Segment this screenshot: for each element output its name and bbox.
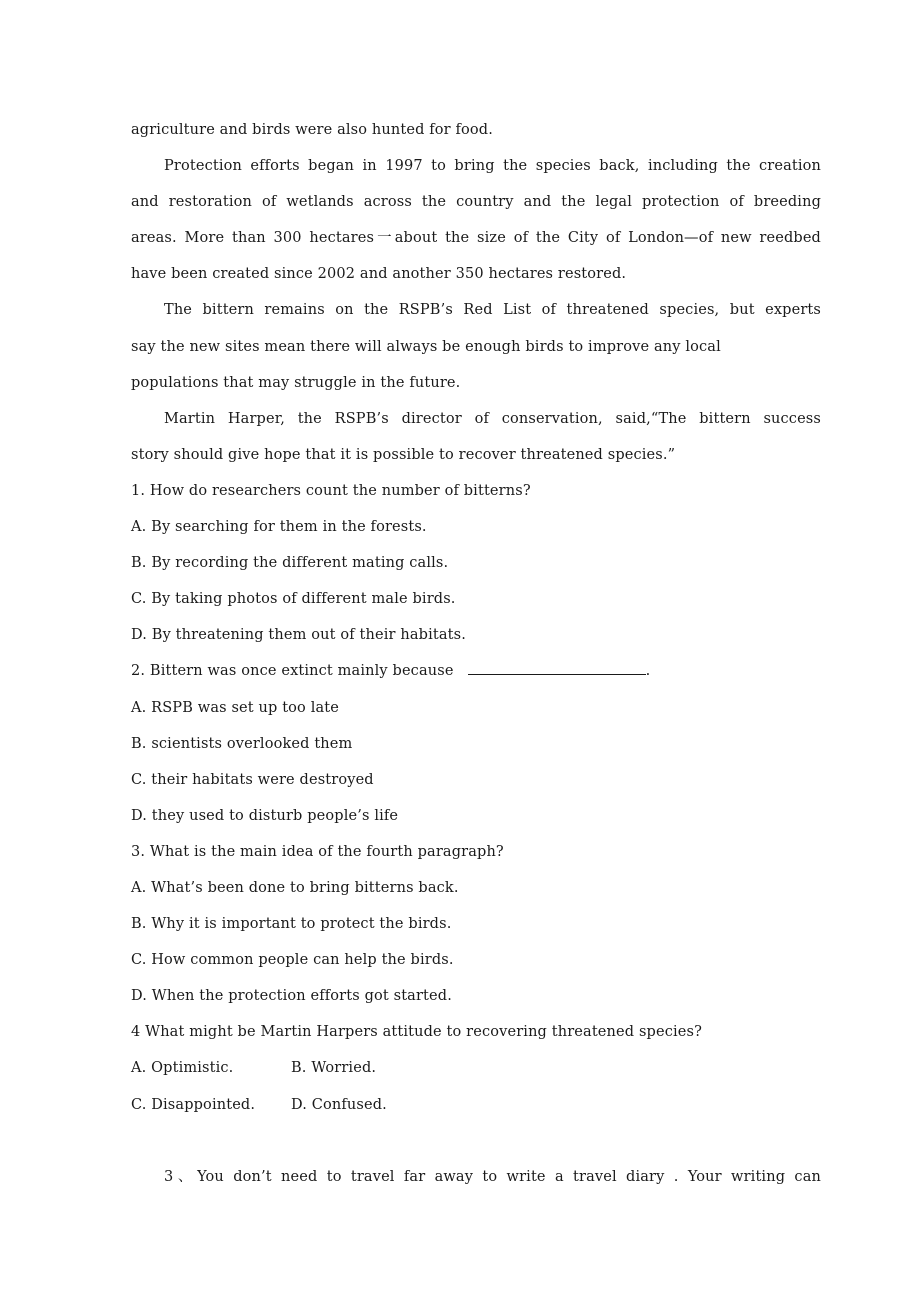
option-row (131, 1050, 821, 1086)
option-a: A. RSPB was set up too late (131, 699, 339, 716)
question-stem: 3. What is the main idea of the fourth paragraph? (131, 843, 504, 860)
question-stem: 1. How do researchers count the number of bitterns? (131, 482, 531, 499)
option-d: D. Confused. (291, 1096, 387, 1113)
option-a: A. What’s been done to bring bitterns back. (131, 879, 459, 896)
passage-paragraph-quote (131, 401, 821, 473)
question-stem-text: 2. Bittern was once extinct mainly because (131, 663, 454, 680)
next-section-intro: 3、You don’t need to travel far away to write a travel diary . Your writing can (164, 1168, 821, 1185)
question-1 (131, 473, 821, 653)
option-b: B. By recording the different mating calls. (131, 555, 449, 572)
question-4 (131, 1014, 821, 1122)
paragraph-line: have been created since 2002 and another 350 hectares restored. (131, 266, 627, 283)
option-a: A. By searching for them in the forests. (131, 519, 427, 536)
question-stem-end: . (645, 663, 651, 680)
option-c: C. How common people can help the birds. (131, 952, 454, 969)
option-d: D. When the protection efforts got started. (131, 988, 452, 1005)
option-d: D. they used to disturb people’s life (131, 807, 399, 824)
question-stem: 4 What might be Martin Harpers attitude to recovering threatened species? (131, 1024, 702, 1041)
option-d: D. By threatening them out of their habitats. (131, 627, 466, 644)
document-page (131, 112, 821, 1195)
passage-paragraph-tail: agriculture and birds were also hunted for food. (131, 122, 493, 138)
option-b: B. Why it is important to protect the birds. (131, 916, 452, 933)
section-spacer (131, 1123, 821, 1159)
paragraph-line: populations that may struggle in the future. (131, 374, 461, 391)
paragraph-line: story should give hope that it is possible to recover threatened species.” (131, 446, 676, 463)
option-a: A. Optimistic. (131, 1060, 234, 1077)
answer-blank (468, 660, 646, 675)
option-b: B. Worried. (291, 1060, 377, 1077)
question-stem (131, 653, 821, 689)
paragraph-line: Martin Harper, the RSPB’s director of conservation, said,“The bittern success (164, 410, 821, 427)
paragraph-line: say the new sites mean there will always be enough birds to improve any local (131, 338, 721, 355)
paragraph-line: areas. More than 300 hectares一about the size of the City of London—of new reedbed (131, 230, 821, 247)
paragraph-line: and restoration of wetlands across the country and the legal protection of breeding (131, 194, 821, 211)
passage-paragraph-red-list (131, 292, 821, 400)
question-2 (131, 653, 821, 833)
passage-paragraph-protection (131, 148, 821, 292)
option-c: C. Disappointed. (131, 1096, 256, 1113)
option-c: C. their habitats were destroyed (131, 771, 374, 788)
option-c: C. By taking photos of different male birds. (131, 591, 456, 608)
paragraph-line: Protection efforts began in 1997 to bring the species back, including the creation (164, 158, 821, 175)
option-row (131, 1087, 821, 1123)
option-b: B. scientists overlooked them (131, 735, 353, 752)
paragraph-line: The bittern remains on the RSPB’s Red List of threatened species, but experts (164, 302, 821, 319)
question-3 (131, 834, 821, 1014)
